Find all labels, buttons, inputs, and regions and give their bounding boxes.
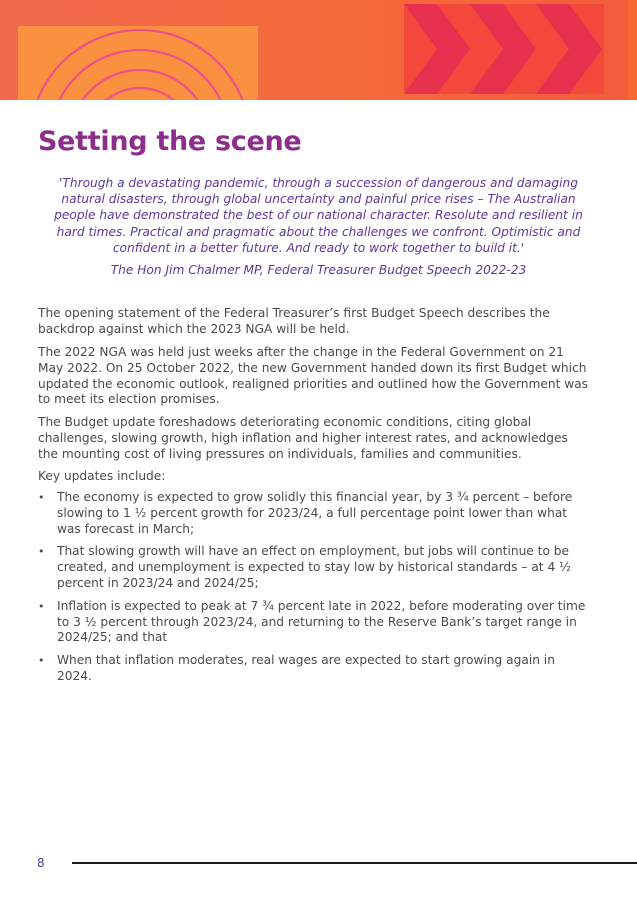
page-number: 8 (37, 856, 45, 870)
key-updates-list (38, 490, 588, 692)
list-item-text: Inflation is expected to peak at 7 ¾ percent late in 2022, before moderating over time to 3 ½ percent through 2023/24, and returning to the Reserve Bank’s target range in 2024/25; and that (57, 598, 586, 645)
header-banner (0, 0, 637, 100)
paragraph-intro: The opening statement of the Federal Treasurer’s first Budget Speech describes the backdrop against which the 2023 NGA will be held. (38, 306, 550, 336)
paragraph-budget-update: The Budget update foreshadows deteriorating economic conditions, citing global challenges, slowing growth, high inflation and higher interest rates, and acknowledges the mounting cost of living pressures on individuals, families and communities. (38, 415, 568, 461)
bullet-marker: • (38, 654, 45, 668)
list-item (38, 544, 588, 591)
banner-graphic (0, 0, 637, 100)
list-item (38, 599, 588, 646)
list-item-text: The economy is expected to grow solidly this financial year, by 3 ¾ percent – before slowing to 1 ½ percent growth for 2023/24, a full percentage point lower than what was forecast in March; (57, 490, 573, 536)
bullet-marker: • (38, 491, 45, 504)
paragraph-key-updates: Key updates include: (38, 469, 166, 483)
paragraph-nga-2022: The 2022 NGA was held just weeks after the change in the Federal Government on 21 May 2022. On 25 October 2022, the new Government handed down its first Budget which updated the economic outlook, realigned priorities and outlined how the Government was to meet its election promises. (38, 345, 589, 407)
list-item (38, 653, 588, 685)
pull-quote: 'Through a devastating pandemic, through a succession of dangerous and damaging natural disasters, through global uncertainty and painful price rises – The Australian people have demonstrated the best of our national character. Resolute and resilient in hard times. Practical and pragmatic about the challenges we confront. Optimistic and confident in a better future. And ready to work together to build it.' (54, 176, 583, 255)
bullet-marker: • (38, 599, 45, 613)
bullet-marker: • (38, 545, 45, 559)
quote-attribution: The Hon Jim Chalmer MP, Federal Treasurer Budget Speech 2022-23 (110, 263, 527, 277)
footer-divider (72, 862, 637, 864)
banner-edge-strip (628, 0, 637, 100)
list-item-text: That slowing growth will have an effect on employment, but jobs will continue to be created, and unemployment is expected to stay low by historical standards – at 4 ½ percent in 2023/24 and 2024/25; (57, 544, 571, 590)
list-item (38, 490, 588, 537)
list-item-text: When that inflation moderates, real wages are expected to start growing again in 2024. (57, 653, 555, 683)
page-title: Setting the scene (38, 126, 302, 157)
